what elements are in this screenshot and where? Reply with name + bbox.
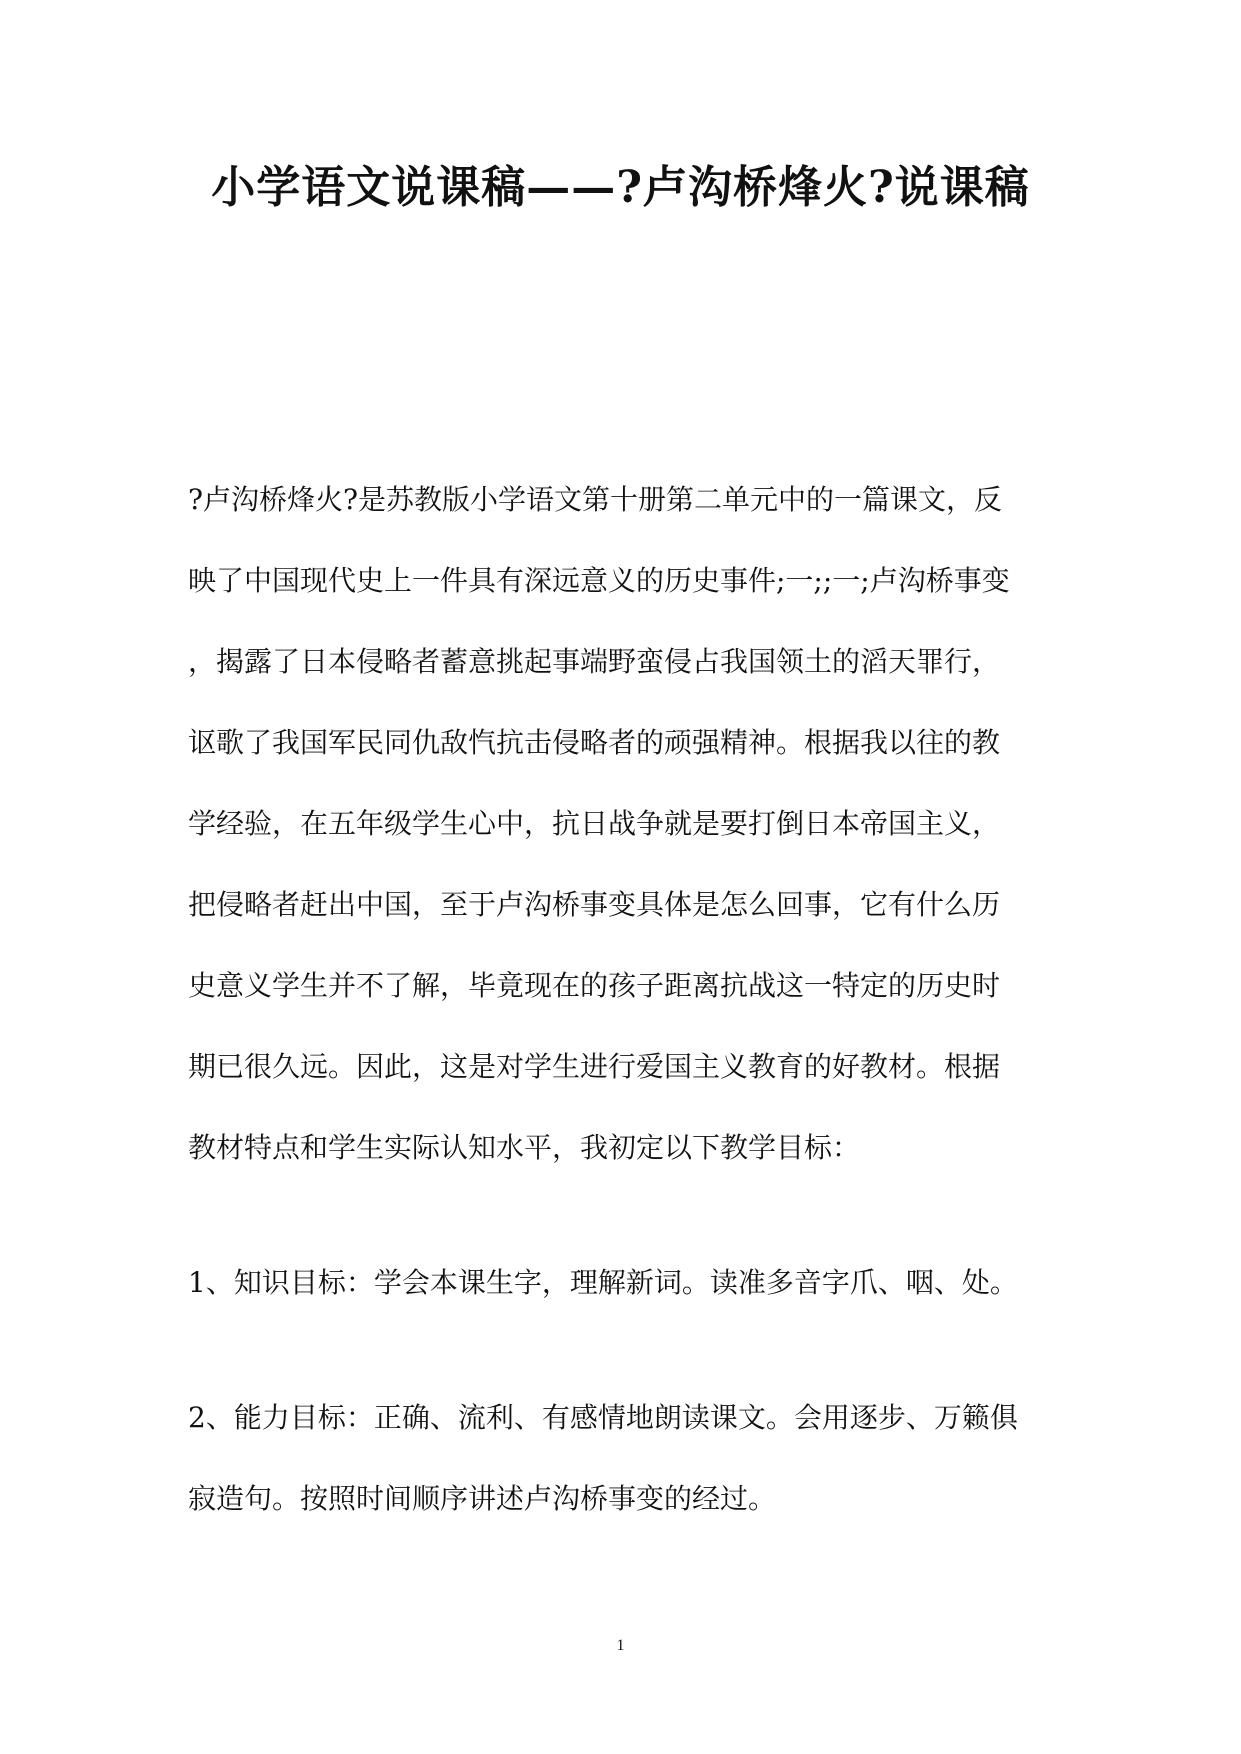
page-number: 1 [616, 1637, 625, 1654]
paragraph-line: 把侵略者赶出中国，至于卢沟桥事变具体是怎么回事，它有什么历 [188, 888, 1001, 921]
paragraph-line: 教材特点和学生实际认知水平，我初定以下教学目标： [188, 1131, 861, 1164]
paragraph-line: 期已很久远。因此，这是对学生进行爱国主义教育的好教材。根据 [188, 1050, 1001, 1083]
document-title: 小学语文说课稿——?卢沟桥烽火?说课稿 [211, 162, 1030, 213]
goal-line: 2、能力目标：正确、流利、有感情地朗读课文。会用逐步、万籁俱 [188, 1401, 1018, 1434]
paragraph-line: ?卢沟桥烽火?是苏教版小学语文第十册第二单元中的一篇课文，反 [188, 483, 1003, 516]
goal-line: 寂造句。按照时间顺序讲述卢沟桥事变的经过。 [188, 1482, 777, 1515]
paragraph-line: 学经验，在五年级学生心中，抗日战争就是要打倒日本帝国主义， [188, 807, 1001, 840]
paragraph-line: 讴歌了我国军民同仇敌忾抗击侵略者的顽强精神。根据我以往的教 [188, 726, 1001, 759]
paragraph-line: 映了中国现代史上一件具有深远意义的历史事件;一;;一;卢沟桥事变 [188, 564, 1010, 597]
paragraph-line: ，揭露了日本侵略者蓄意挑起事端野蛮侵占我国领土的滔天罪行， [188, 645, 1001, 678]
goal-line: 1、知识目标：学会本课生字，理解新词。读准多音字爪、咽、处。 [188, 1266, 1018, 1299]
paragraph-line: 史意义学生并不了解，毕竟现在的孩子距离抗战这一特定的历史时 [188, 969, 1001, 1002]
